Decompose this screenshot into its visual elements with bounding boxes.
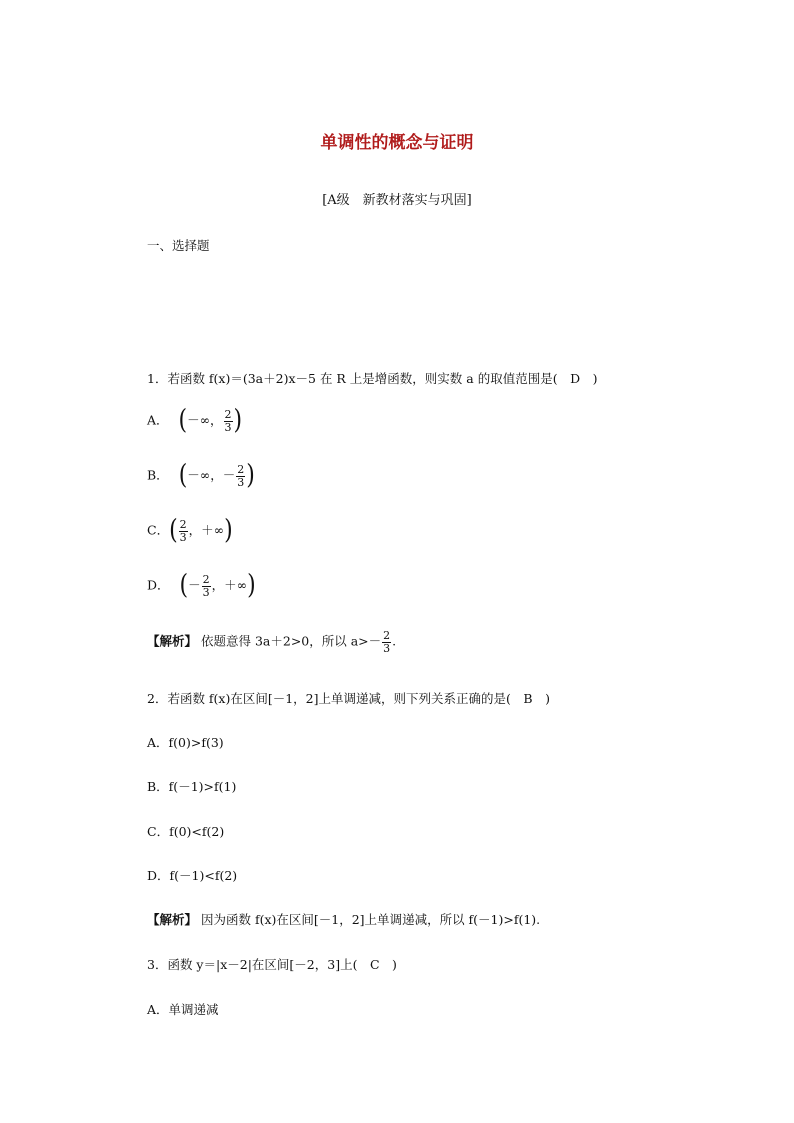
q3-option-a: A．单调递减 [147,1002,219,1017]
fraction: $\frac{2}{3}$ [383,629,391,655]
fraction: $\frac{2}{3}$ [237,463,245,489]
q1-option-d: D． (－ $\frac{2}{3}$ ，＋∞) [147,569,256,602]
fraction: $\frac{2}{3}$ [224,408,232,434]
q2-stem: 2．若函数 f(x)在区间[－1，2]上单调递减，则下列关系正确的是( B ) [147,691,550,706]
page-title: 单调性的概念与证明 [320,133,474,153]
q2-option-d: D．f(－1)<f(2) [147,868,238,883]
section-heading: 一、选择题 [147,238,210,253]
q2-option-c: C．f(0)<f(2) [147,824,225,839]
fraction: $\frac{2}{3}$ [202,573,210,599]
q1-option-a: A． (－∞， $\frac{2}{3}$ ) [147,404,243,437]
q2-option-b: B．f(－1)>f(1) [147,779,237,794]
q1-option-b: B． (－∞，－ $\frac{2}{3}$ ) [147,459,255,492]
q1-stem: 1．若函数 f(x)＝(3a＋2)x－5 在 R 上是增函数，则实数 a 的取值范围是( D ) [147,371,598,386]
q1-option-c: C．( $\frac{2}{3}$ ，＋∞) [147,514,233,547]
q3-stem: 3．函数 y＝|x－2|在区间[－2，3]上( C ) [147,957,397,972]
q2-option-a: A．f(0)>f(3) [147,735,224,750]
q2-analysis: 【解析】 因为函数 f(x)在区间[－1，2]上单调递减，所以 f(－1)>f(1). [147,912,541,927]
level-subtitle: [A级 新教材落实与巩固] [322,193,472,208]
q1-analysis: 【解析】 依题意得 3a＋2>0，所以 a>－ $\frac{2}{3}$ . [147,629,397,655]
fraction: $\frac{2}{3}$ [179,518,187,544]
